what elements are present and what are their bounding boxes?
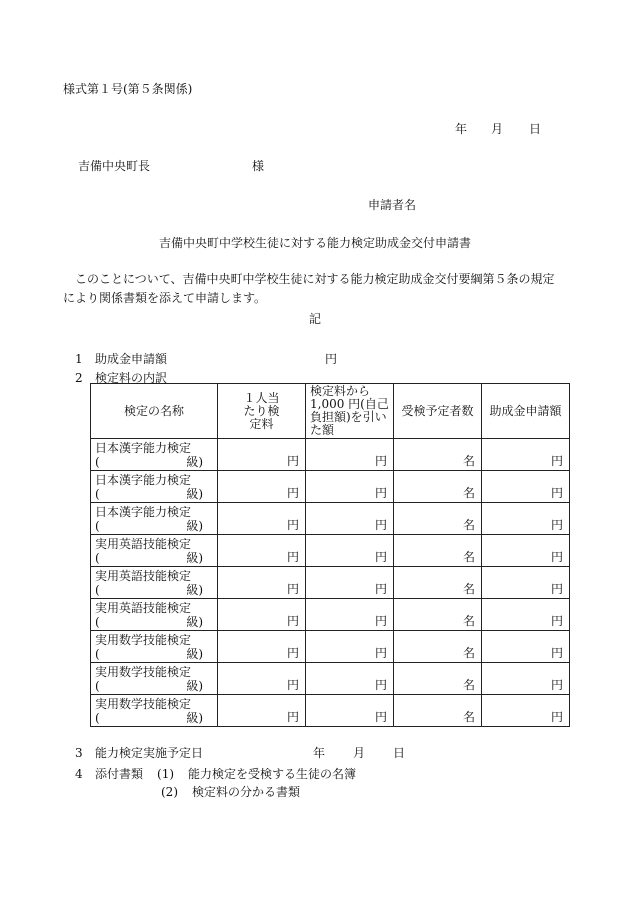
exam-name-cell	[91, 503, 218, 535]
subsidy-amount-cell: 円	[482, 471, 570, 503]
header-examinee-count: 受検予定者数	[394, 384, 482, 439]
fee-per-person-cell: 円	[218, 503, 306, 535]
fee-minus-self-cell: 円	[306, 535, 394, 567]
grade-open: (	[95, 519, 100, 533]
fee-per-person-cell: 円	[218, 471, 306, 503]
subsidy-amount-cell: 円	[482, 503, 570, 535]
grade-label: 級)	[186, 679, 203, 693]
table-row	[91, 535, 570, 567]
grade-label: 級)	[186, 583, 203, 597]
exam-name: 日本漢字能力検定	[95, 441, 192, 455]
recipient	[78, 157, 265, 174]
table-row	[91, 663, 570, 695]
exam-name: 実用英語技能検定	[95, 537, 192, 551]
subsidy-amount-cell: 円	[482, 631, 570, 663]
fee-minus-self-cell: 円	[306, 567, 394, 599]
grade-label: 級)	[186, 551, 203, 565]
item-3-number: 3	[75, 746, 83, 760]
grade-open: (	[95, 455, 100, 469]
item-1-unit: 円	[325, 352, 338, 366]
subsidy-amount-cell: 円	[482, 567, 570, 599]
item-4-sub2-line	[161, 783, 300, 800]
date-line	[455, 120, 541, 137]
exam-name-cell	[91, 631, 218, 663]
header-exam-name: 検定の名称	[91, 384, 218, 439]
form-number: 様式第１号(第５条関係)	[63, 82, 193, 96]
grade-open: (	[95, 615, 100, 629]
applicant-label: 申請者名	[368, 198, 417, 212]
item-3-year: 年	[313, 746, 326, 760]
exam-name: 実用英語技能検定	[95, 569, 192, 583]
date-day: 日	[529, 122, 542, 136]
table-row	[91, 471, 570, 503]
fee-per-person-cell: 円	[218, 631, 306, 663]
exam-name-cell	[91, 695, 218, 727]
subsidy-amount-cell: 円	[482, 695, 570, 727]
item-3-month: 月	[353, 746, 366, 760]
table-row	[91, 599, 570, 631]
examinee-count-cell: 名	[394, 439, 482, 471]
item-4-sub1-number: (1)	[157, 767, 175, 781]
item-4-label: 添付書類	[95, 767, 144, 781]
item-4-sub1: 能力検定を受検する生徒の名簿	[188, 767, 357, 781]
subsidy-amount-cell: 円	[482, 599, 570, 631]
item-1-label: 助成金申請額	[95, 352, 168, 366]
body-paragraph: このことについて、吉備中央町中学校生徒に対する能力検定助成金交付要綱第５条の規定により関係書類を添えて申請します。	[63, 272, 555, 305]
exam-name-cell	[91, 663, 218, 695]
item-1-number: 1	[75, 352, 83, 366]
fee-per-person-cell: 円	[218, 535, 306, 567]
exam-name: 日本漢字能力検定	[95, 505, 192, 519]
grade-label: 級)	[186, 615, 203, 629]
fee-minus-self-cell: 円	[306, 439, 394, 471]
grade-open: (	[95, 583, 100, 597]
grade-label: 級)	[186, 519, 203, 533]
fee-per-person-cell: 円	[218, 567, 306, 599]
fee-per-person-cell: 円	[218, 599, 306, 631]
recipient-suffix: 様	[252, 159, 265, 173]
examinee-count-cell: 名	[394, 503, 482, 535]
exam-name: 実用数学技能検定	[95, 697, 192, 711]
grade-open: (	[95, 711, 100, 725]
table-row	[91, 439, 570, 471]
table-row	[91, 631, 570, 663]
item-1	[75, 350, 337, 367]
header-fee-minus-self: 検定料から1,000 円(自己負担額)を引いた額	[306, 384, 394, 439]
fee-minus-self-cell: 円	[306, 471, 394, 503]
examinee-count-cell: 名	[394, 567, 482, 599]
fee-minus-self-cell: 円	[306, 695, 394, 727]
examinee-count-cell: 名	[394, 631, 482, 663]
item-4-sub2: 検定料の分かる書類	[192, 785, 301, 799]
item-3-day: 日	[393, 746, 406, 760]
item-2-label: 検定料の内訳	[95, 371, 168, 385]
header-subsidy-amount: 助成金申請額	[482, 384, 570, 439]
examinee-count-cell: 名	[394, 599, 482, 631]
exam-name: 実用数学技能検定	[95, 665, 192, 679]
exam-name-cell	[91, 471, 218, 503]
examinee-count-cell: 名	[394, 663, 482, 695]
exam-name-cell	[91, 567, 218, 599]
exam-name-cell	[91, 535, 218, 567]
examinee-count-cell: 名	[394, 471, 482, 503]
exam-name: 実用数学技能検定	[95, 633, 192, 647]
fee-per-person-cell: 円	[218, 663, 306, 695]
item-4-sub2-number: (2)	[161, 785, 178, 799]
fee-minus-self-cell: 円	[306, 663, 394, 695]
fee-per-person-cell: 円	[218, 695, 306, 727]
header-fee-per-person: １人当たり検定料	[218, 384, 306, 439]
grade-label: 級)	[186, 647, 203, 661]
grade-open: (	[95, 551, 100, 565]
item-3	[75, 744, 405, 761]
exam-name-cell	[91, 439, 218, 471]
item-3-label: 能力検定実施予定日	[95, 746, 204, 760]
subsidy-amount-cell: 円	[482, 663, 570, 695]
item-2-number: 2	[75, 371, 83, 385]
grade-label: 級)	[186, 487, 203, 501]
table-row	[91, 695, 570, 727]
grade-open: (	[95, 487, 100, 501]
recipient-name: 吉備中央町長	[78, 159, 151, 173]
table-header-row	[91, 384, 570, 439]
fee-minus-self-cell: 円	[306, 503, 394, 535]
grade-open: (	[95, 647, 100, 661]
subsidy-amount-cell: 円	[482, 535, 570, 567]
item-4-number: 4	[75, 767, 83, 781]
examinee-count-cell: 名	[394, 695, 482, 727]
table-row	[91, 503, 570, 535]
grade-open: (	[95, 679, 100, 693]
exam-name-cell	[91, 599, 218, 631]
grade-label: 級)	[186, 711, 203, 725]
fee-per-person-cell: 円	[218, 439, 306, 471]
exam-name: 日本漢字能力検定	[95, 473, 192, 487]
fee-breakdown-table	[90, 383, 570, 727]
document-title: 吉備中央町中学校生徒に対する能力検定助成金交付申請書	[158, 236, 471, 250]
table-row	[91, 567, 570, 599]
fee-minus-self-cell: 円	[306, 631, 394, 663]
examinee-count-cell: 名	[394, 535, 482, 567]
item-4	[75, 765, 356, 782]
grade-label: 級)	[186, 455, 203, 469]
subsidy-amount-cell: 円	[482, 439, 570, 471]
date-year: 年	[455, 122, 468, 136]
fee-minus-self-cell: 円	[306, 599, 394, 631]
exam-name: 実用英語技能検定	[95, 601, 192, 615]
ki-heading: 記	[308, 312, 321, 326]
date-month: 月	[491, 122, 504, 136]
